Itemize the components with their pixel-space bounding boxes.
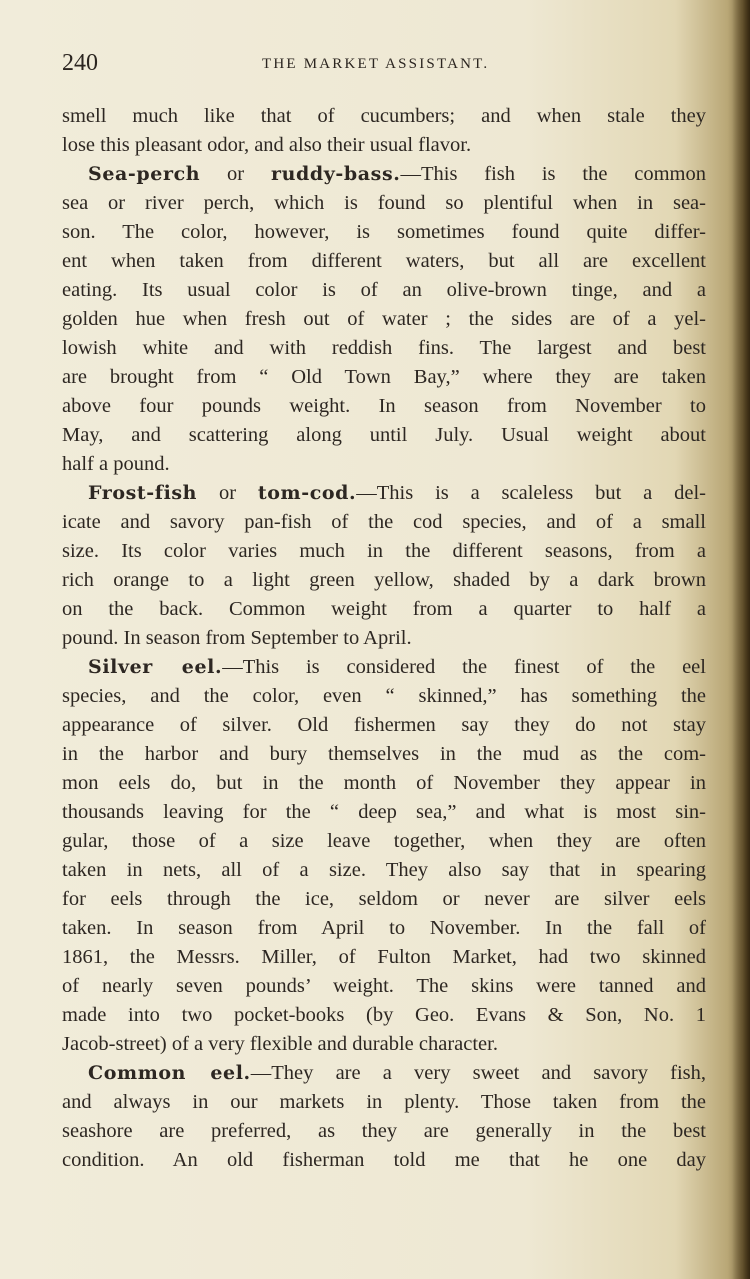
text-segment: taken in nets, all of a size. They also say that in spearing <box>62 859 706 881</box>
text-segment: pound. In season from September to April. <box>62 627 412 649</box>
page-number: 240 <box>62 50 98 76</box>
text-line <box>62 537 706 566</box>
text-segment: 1861, the Messrs. Miller, of Fulton Market, had two skinned <box>62 946 706 968</box>
text-segment: are brought from “ Old Town Bay,” where they are taken <box>62 366 706 388</box>
text-segment: —This fish is the common <box>400 163 707 185</box>
text-line <box>62 450 706 479</box>
running-head: THE MARKET ASSISTANT. <box>262 56 490 72</box>
text-line <box>62 972 706 1001</box>
text-segment: seashore are preferred, as they are generally in the best <box>62 1120 706 1142</box>
text-segment: sea or river perch, which is found so plentiful when in sea- <box>62 192 706 214</box>
text-segment: gular, those of a size leave together, when they are often <box>62 830 706 852</box>
text-line <box>62 1117 706 1146</box>
text-segment: on the back. Common weight from a quarter to half a <box>62 598 706 620</box>
text-line <box>62 479 706 508</box>
text-segment: made into two pocket-books (by Geo. Evans & Son, No. 1 <box>62 1004 706 1026</box>
text-segment: son. The color, however, is sometimes found quite differ- <box>62 221 706 243</box>
text-segment: Jacob-street) of a very flexible and durable character. <box>62 1033 498 1055</box>
text-line <box>62 653 706 682</box>
text-line <box>62 334 706 363</box>
text-line <box>62 160 706 189</box>
text-segment: half a pound. <box>62 453 170 475</box>
text-line <box>62 682 706 711</box>
text-line <box>62 943 706 972</box>
text-segment: species, and the color, even “ skinned,” has something the <box>62 685 706 707</box>
text-line <box>62 885 706 914</box>
text-segment: rich orange to a light green yellow, shaded by a dark brown <box>62 569 706 591</box>
text-segment: eating. Its usual color is of an olive-brown tinge, and a <box>62 279 706 301</box>
entry-heading: Sea-perch <box>88 163 201 185</box>
text-segment: thousands leaving for the “ deep sea,” and what is most sin- <box>62 801 706 823</box>
entry-heading: Common eel. <box>88 1062 251 1084</box>
text-segment: in the harbor and bury themselves in the mud as the com- <box>62 743 706 765</box>
text-segment: lose this pleasant odor, and also their usual flavor. <box>62 134 472 156</box>
text-line <box>62 740 706 769</box>
text-segment: of nearly seven pounds’ weight. The skins were tanned and <box>62 975 706 997</box>
text-segment: and always in our markets in plenty. Those taken from the <box>62 1091 706 1113</box>
text-segment: or <box>197 482 258 504</box>
text-segment: or <box>200 163 271 185</box>
text-line <box>62 363 706 392</box>
text-line <box>62 508 706 537</box>
text-segment: lowish white and with reddish fins. The largest and best <box>62 337 706 359</box>
text-segment: icate and savory pan-fish of the cod species, and of a small <box>62 511 706 533</box>
text-line <box>62 102 706 131</box>
entry-heading: ruddy-bass. <box>270 163 401 185</box>
text-line <box>62 1059 706 1088</box>
text-line <box>62 1030 706 1059</box>
text-line <box>62 218 706 247</box>
text-line <box>62 566 706 595</box>
text-segment: size. Its color varies much in the different seasons, from a <box>62 540 706 562</box>
text-line <box>62 392 706 421</box>
text-line <box>62 305 706 334</box>
text-line <box>62 914 706 943</box>
text-segment: golden hue when fresh out of water ; the sides are of a yel- <box>62 308 706 330</box>
text-line <box>62 189 706 218</box>
text-segment: above four pounds weight. In season from November to <box>62 395 706 417</box>
entry-heading: tom-cod. <box>257 482 357 504</box>
text-line <box>62 1146 706 1175</box>
text-segment: ent when taken from different waters, but all are excellent <box>62 250 706 272</box>
text-line <box>62 421 706 450</box>
page-header <box>62 44 712 80</box>
text-line <box>62 711 706 740</box>
text-segment: May, and scattering along until July. Usual weight about <box>62 424 706 446</box>
text-segment: appearance of silver. Old fishermen say they do not stay <box>62 714 706 736</box>
text-segment: —They are a very sweet and savory fish, <box>250 1062 706 1084</box>
text-segment: mon eels do, but in the month of November they appear in <box>62 772 706 794</box>
text-segment: —This is a scaleless but a del- <box>356 482 706 504</box>
text-line <box>62 856 706 885</box>
entry-heading: Silver eel. <box>88 656 223 678</box>
text-line <box>62 798 706 827</box>
text-line <box>62 1088 706 1117</box>
text-segment: —This is considered the finest of the eel <box>222 656 706 678</box>
text-segment: smell much like that of cucumbers; and when stale they <box>62 105 706 127</box>
entry-heading: Frost-fish <box>88 482 198 504</box>
text-line <box>62 247 706 276</box>
text-line <box>62 624 706 653</box>
text-segment: taken. In season from April to November. In the fall of <box>62 917 706 939</box>
text-line <box>62 1001 706 1030</box>
text-segment: condition. An old fisherman told me that he one day <box>62 1149 706 1171</box>
text-line <box>62 595 706 624</box>
text-line <box>62 769 706 798</box>
body-text <box>62 102 706 1175</box>
text-segment: for eels through the ice, seldom or never are silver eels <box>62 888 706 910</box>
text-line <box>62 131 706 160</box>
text-line <box>62 276 706 305</box>
text-line <box>62 827 706 856</box>
